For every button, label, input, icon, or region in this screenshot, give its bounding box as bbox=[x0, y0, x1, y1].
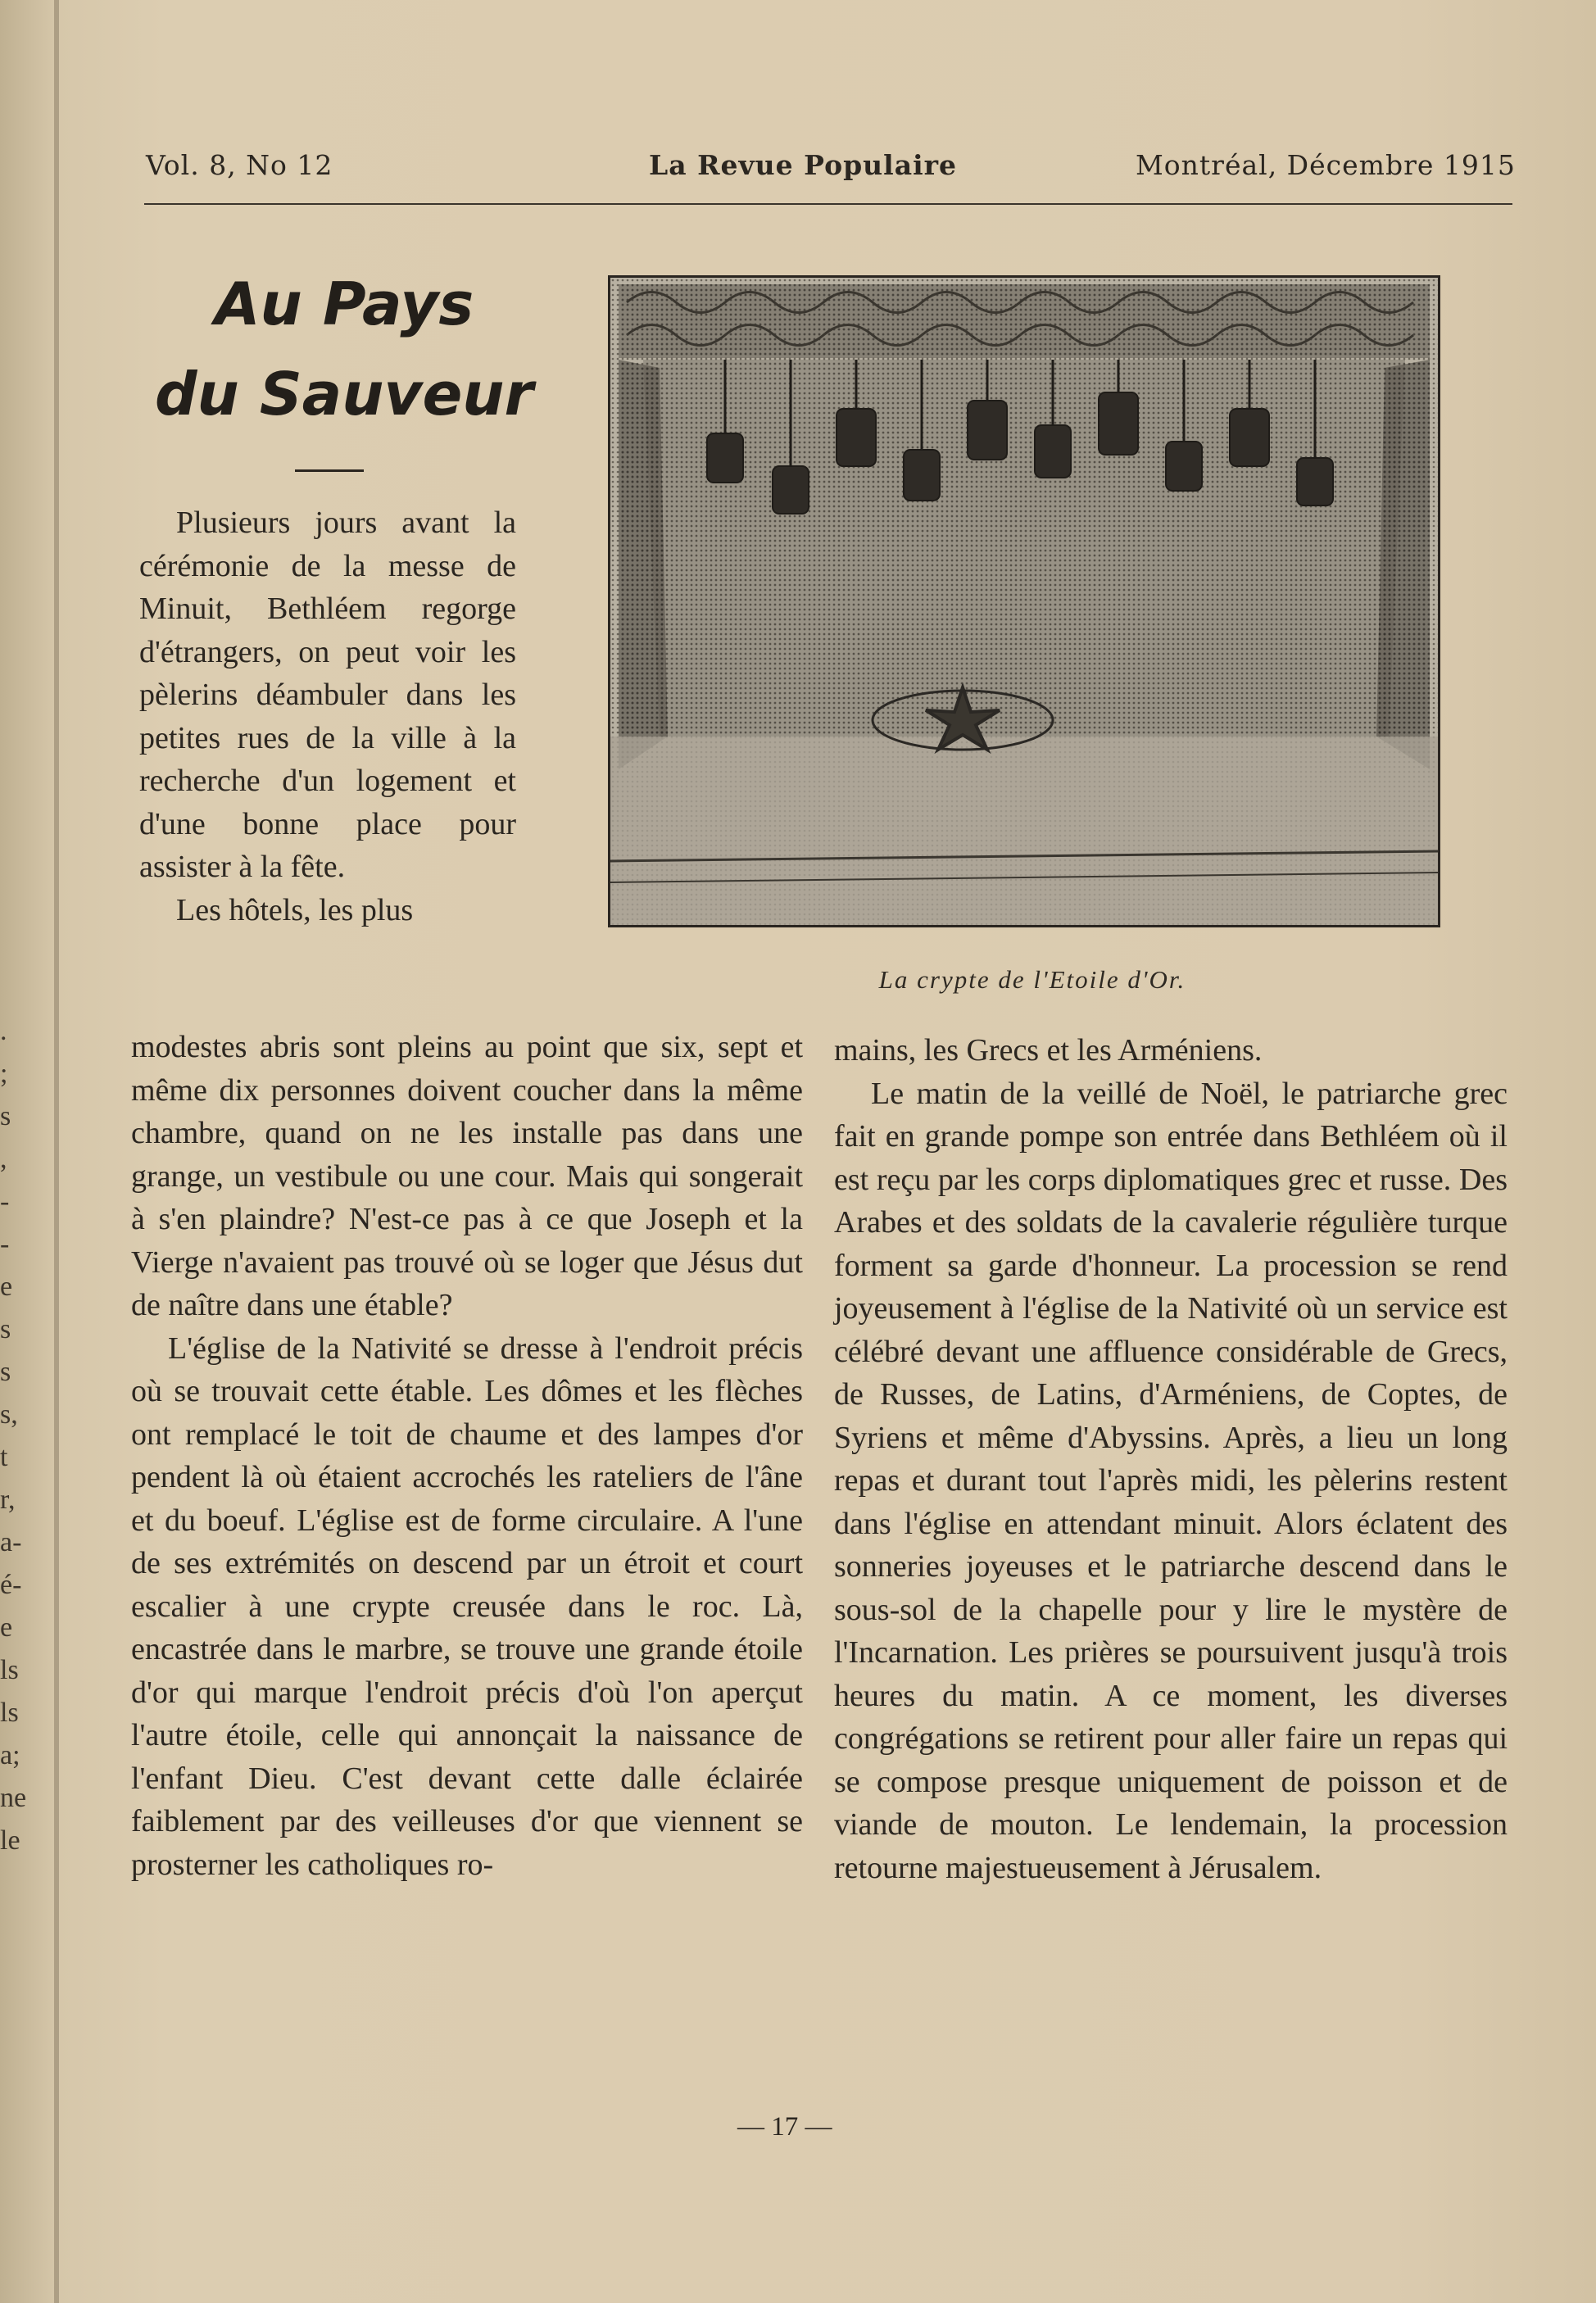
margin-fragment: a; bbox=[0, 1740, 20, 1770]
header-rule bbox=[144, 203, 1512, 205]
column-left-top bbox=[139, 501, 516, 932]
previous-page-margin bbox=[0, 1016, 33, 1868]
margin-fragment: a- bbox=[0, 1527, 22, 1557]
margin-fragment: ne bbox=[0, 1783, 27, 1813]
margin-fragment: , bbox=[0, 1144, 7, 1174]
title-line: Au Pays bbox=[214, 270, 474, 338]
photo-caption: La crypte de l'Etoile d'Or. bbox=[878, 965, 1186, 994]
paragraph: Le matin de la veillé de Noël, le patriarche grec fait en grande pompe son entrée dans Bethléem où il est reçu par les corps diplomatiques grec et russe. Des Arabes et des soldats de la cavalerie régulière turque forment sa garde d'honneur. La procession se rend joyeusement à l'église de la Nativité où un service est célébré devant une affluence considérable de Grecs, de Russes, de Latins, d'Arméniens, de Coptes, de Syriens et même d'Abyssins. Après, a lieu un long repas et durant tout l'après midi, les pèlerins restent dans l'église en attendant minuit. Alors éclatent des sonneries joyeuses et le patriarche descend dans le sous-sol de la chapelle pour y lire le mystère de l'Incarnation. Les prières se poursuivent jusqu'à trois heures du matin. A ce moment, les diverses congrégations se retirent pour aller faire un repas qui se compose presque uniquement de poisson et de viande de mouton. Le lendemain, la procession retourne majestueusement à Jérusalem. bbox=[834, 1076, 1508, 1885]
margin-fragment: é- bbox=[0, 1570, 22, 1600]
paragraph: L'église de la Nativité se dresse à l'endroit précis où se trouvait cette étable. Les dômes et les flèches ont remplacé le toit de chaume et des lampes d'or pendent là où étaient accrochés les rateliers de l'âne et du boeuf. L'église est de forme circulaire. A l'une de ses extrémités on descend par un étroit et court escalier à une crypte creusée dans le roc. Là, encastrée dans le marbre, se trouve une grande étoile d'or qui marque l'endroit précis d'où l'on aperçut l'autre étoile, celle qui annonçait la naissance de l'enfant Dieu. C'est devant cette dalle éclairée faiblement par des veilleuses d'or que viennent se prosterner les catholiques ro- bbox=[131, 1331, 803, 1882]
margin-fragment: - bbox=[0, 1186, 10, 1217]
margin-fragment: r, bbox=[0, 1485, 16, 1515]
margin-fragment: s bbox=[0, 1314, 11, 1344]
margin-fragment: e bbox=[0, 1612, 13, 1643]
margin-fragment: s, bbox=[0, 1399, 18, 1430]
margin-fragment: t bbox=[0, 1442, 8, 1472]
paragraph: Plusieurs jours avant la cérémonie de la messe de Minuit, Bethléem regorge d'étrangers, on peut voir les pèlerins déambuler dans les petites rues de la ville à la recherche d'un logement et d'une bonne place pour assister à la fête. bbox=[139, 505, 516, 884]
title-rule bbox=[295, 469, 364, 472]
column-left bbox=[131, 1026, 803, 1886]
margin-fragment: e bbox=[0, 1272, 13, 1302]
article-title bbox=[131, 259, 557, 439]
paragraph: Les hôtels, les plus bbox=[176, 892, 414, 927]
page-number: — 17 — bbox=[737, 2112, 832, 2142]
column-right bbox=[834, 1029, 1508, 1889]
margin-fragment: ls bbox=[0, 1655, 19, 1685]
margin-fragment: ls bbox=[0, 1698, 19, 1728]
margin-fragment: - bbox=[0, 1229, 10, 1259]
header-date: Montréal, Décembre 1915 bbox=[1136, 149, 1516, 181]
margin-fragment: s bbox=[0, 1101, 11, 1131]
crypt-image bbox=[610, 278, 1438, 925]
paragraph: mains, les Grecs et les Arméniens. bbox=[834, 1033, 1263, 1068]
margin-fragment: ; bbox=[0, 1059, 8, 1089]
paragraph: modestes abris sont pleins au point que six, sept et même dix personnes doivent coucher dans la même chambre, quand on ne les installe pas dans une grange, un vestibule ou une cour. Mais qui songerait à s'en plaindre? N'est-ce pas à ce que Joseph et la Vierge n'avaient pas trouvé où se loger que Jésus dut de naître dans une étable? bbox=[131, 1030, 803, 1322]
title-line: du Sauveur bbox=[154, 360, 534, 428]
binding-edge bbox=[54, 0, 59, 2303]
margin-fragment: le bbox=[0, 1825, 20, 1856]
margin-fragment: . bbox=[0, 1016, 7, 1046]
header-volume: Vol. 8, No 12 bbox=[146, 149, 333, 181]
crypt-photograph bbox=[608, 275, 1440, 927]
margin-fragment: s bbox=[0, 1357, 11, 1387]
header-publication: La Revue Populaire bbox=[649, 149, 957, 181]
